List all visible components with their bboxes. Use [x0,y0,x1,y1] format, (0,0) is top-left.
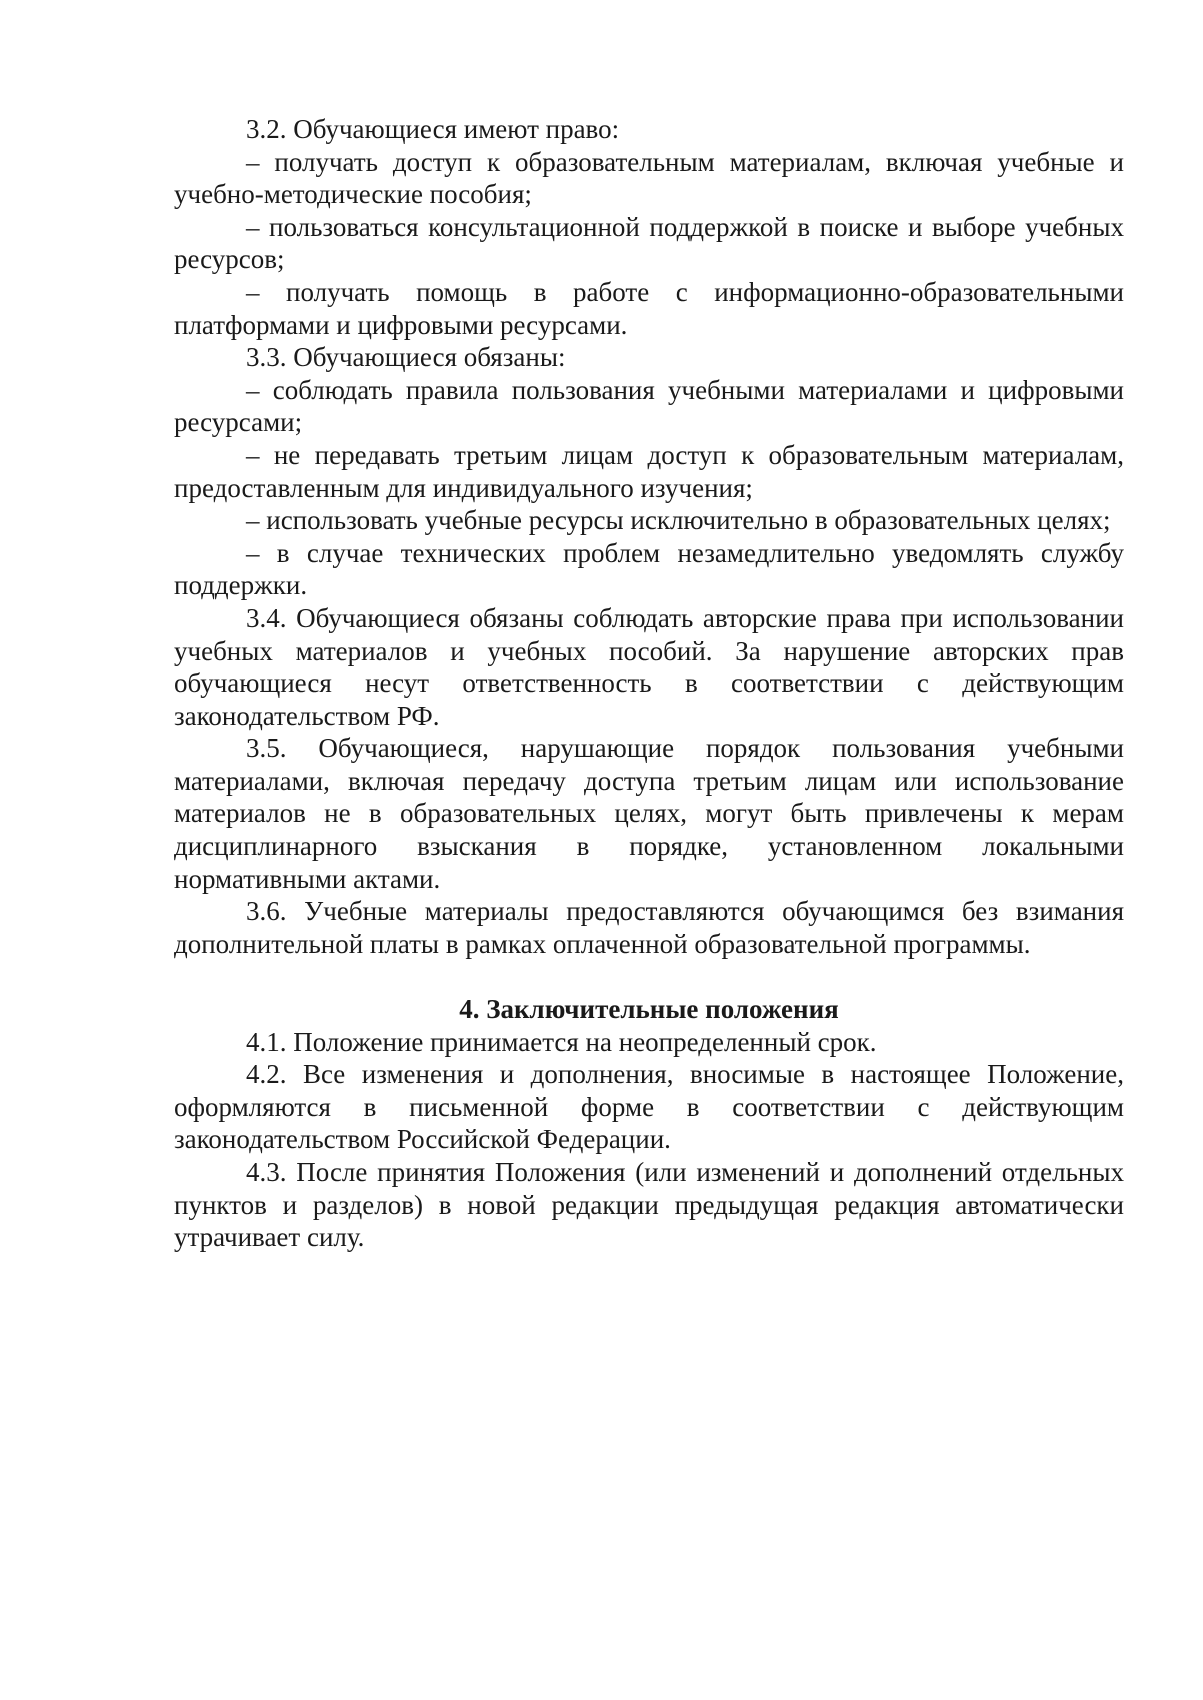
list-item: – получать помощь в работе с информационно-образовательными платформами и цифровыми ресурсами. [174,276,1124,340]
list-item: – пользоваться консультационной поддержкой в поиске и выборе учебных ресурсов; [174,211,1124,275]
paragraph-4-3: 4.3. После принятия Положения (или изменений и дополнений отдельных пунктов и разделов) в новой редакции предыдущая редакция автоматически утрачивает силу. [174,1157,1124,1253]
section-heading: 4. Заключительные положения [459,994,839,1025]
list-item: – не передавать третьим лицам доступ к образовательным материалам, предоставленным для индивидуального изучения; [174,439,1124,503]
paragraph-3-4: 3.4. Обучающиеся обязаны соблюдать авторские права при использовании учебных материалов и учебных пособий. За нарушение авторских прав обучающиеся несут ответственность в соответствии с действующим законодательством РФ. [174,602,1124,731]
document-page [174,113,1124,1254]
paragraph-3-6: 3.6. Учебные материалы предоставляются обучающимся без взимания дополнительной платы в рамках оплаченной образовательной программы. [174,896,1124,959]
list-item: – использовать учебные ресурсы исключительно в образовательных целях; [246,505,1111,536]
paragraph-3-2: 3.2. Обучающиеся имеют право: [246,114,620,144]
list-item: – в случае технических проблем незамедлительно уведомлять службу поддержки. [174,537,1124,601]
paragraph-3-5: 3.5. Обучающиеся, нарушающие порядок пользования учебными материалами, включая передачу доступа третьим лицам или использование материалов не в образовательных целях, могут быть привлечены к мерам дисциплинарного взыскания в порядке, установленном локальными нормативными актами. [174,733,1124,894]
list-item: – соблюдать правила пользования учебными материалами и цифровыми ресурсами; [174,374,1124,438]
paragraph-4-2: 4.2. Все изменения и дополнения, вносимые в настоящее Положение, оформляются в письменной форме в соответствии с действующим законодательством Российской Федерации. [174,1059,1124,1155]
paragraph-3-3: 3.3. Обучающиеся обязаны: [246,342,566,373]
paragraph-4-1: 4.1. Положение принимается на неопределенный срок. [246,1026,877,1057]
list-item: – получать доступ к образовательным материалам, включая учебные и учебно-методические пособия; [174,146,1124,210]
